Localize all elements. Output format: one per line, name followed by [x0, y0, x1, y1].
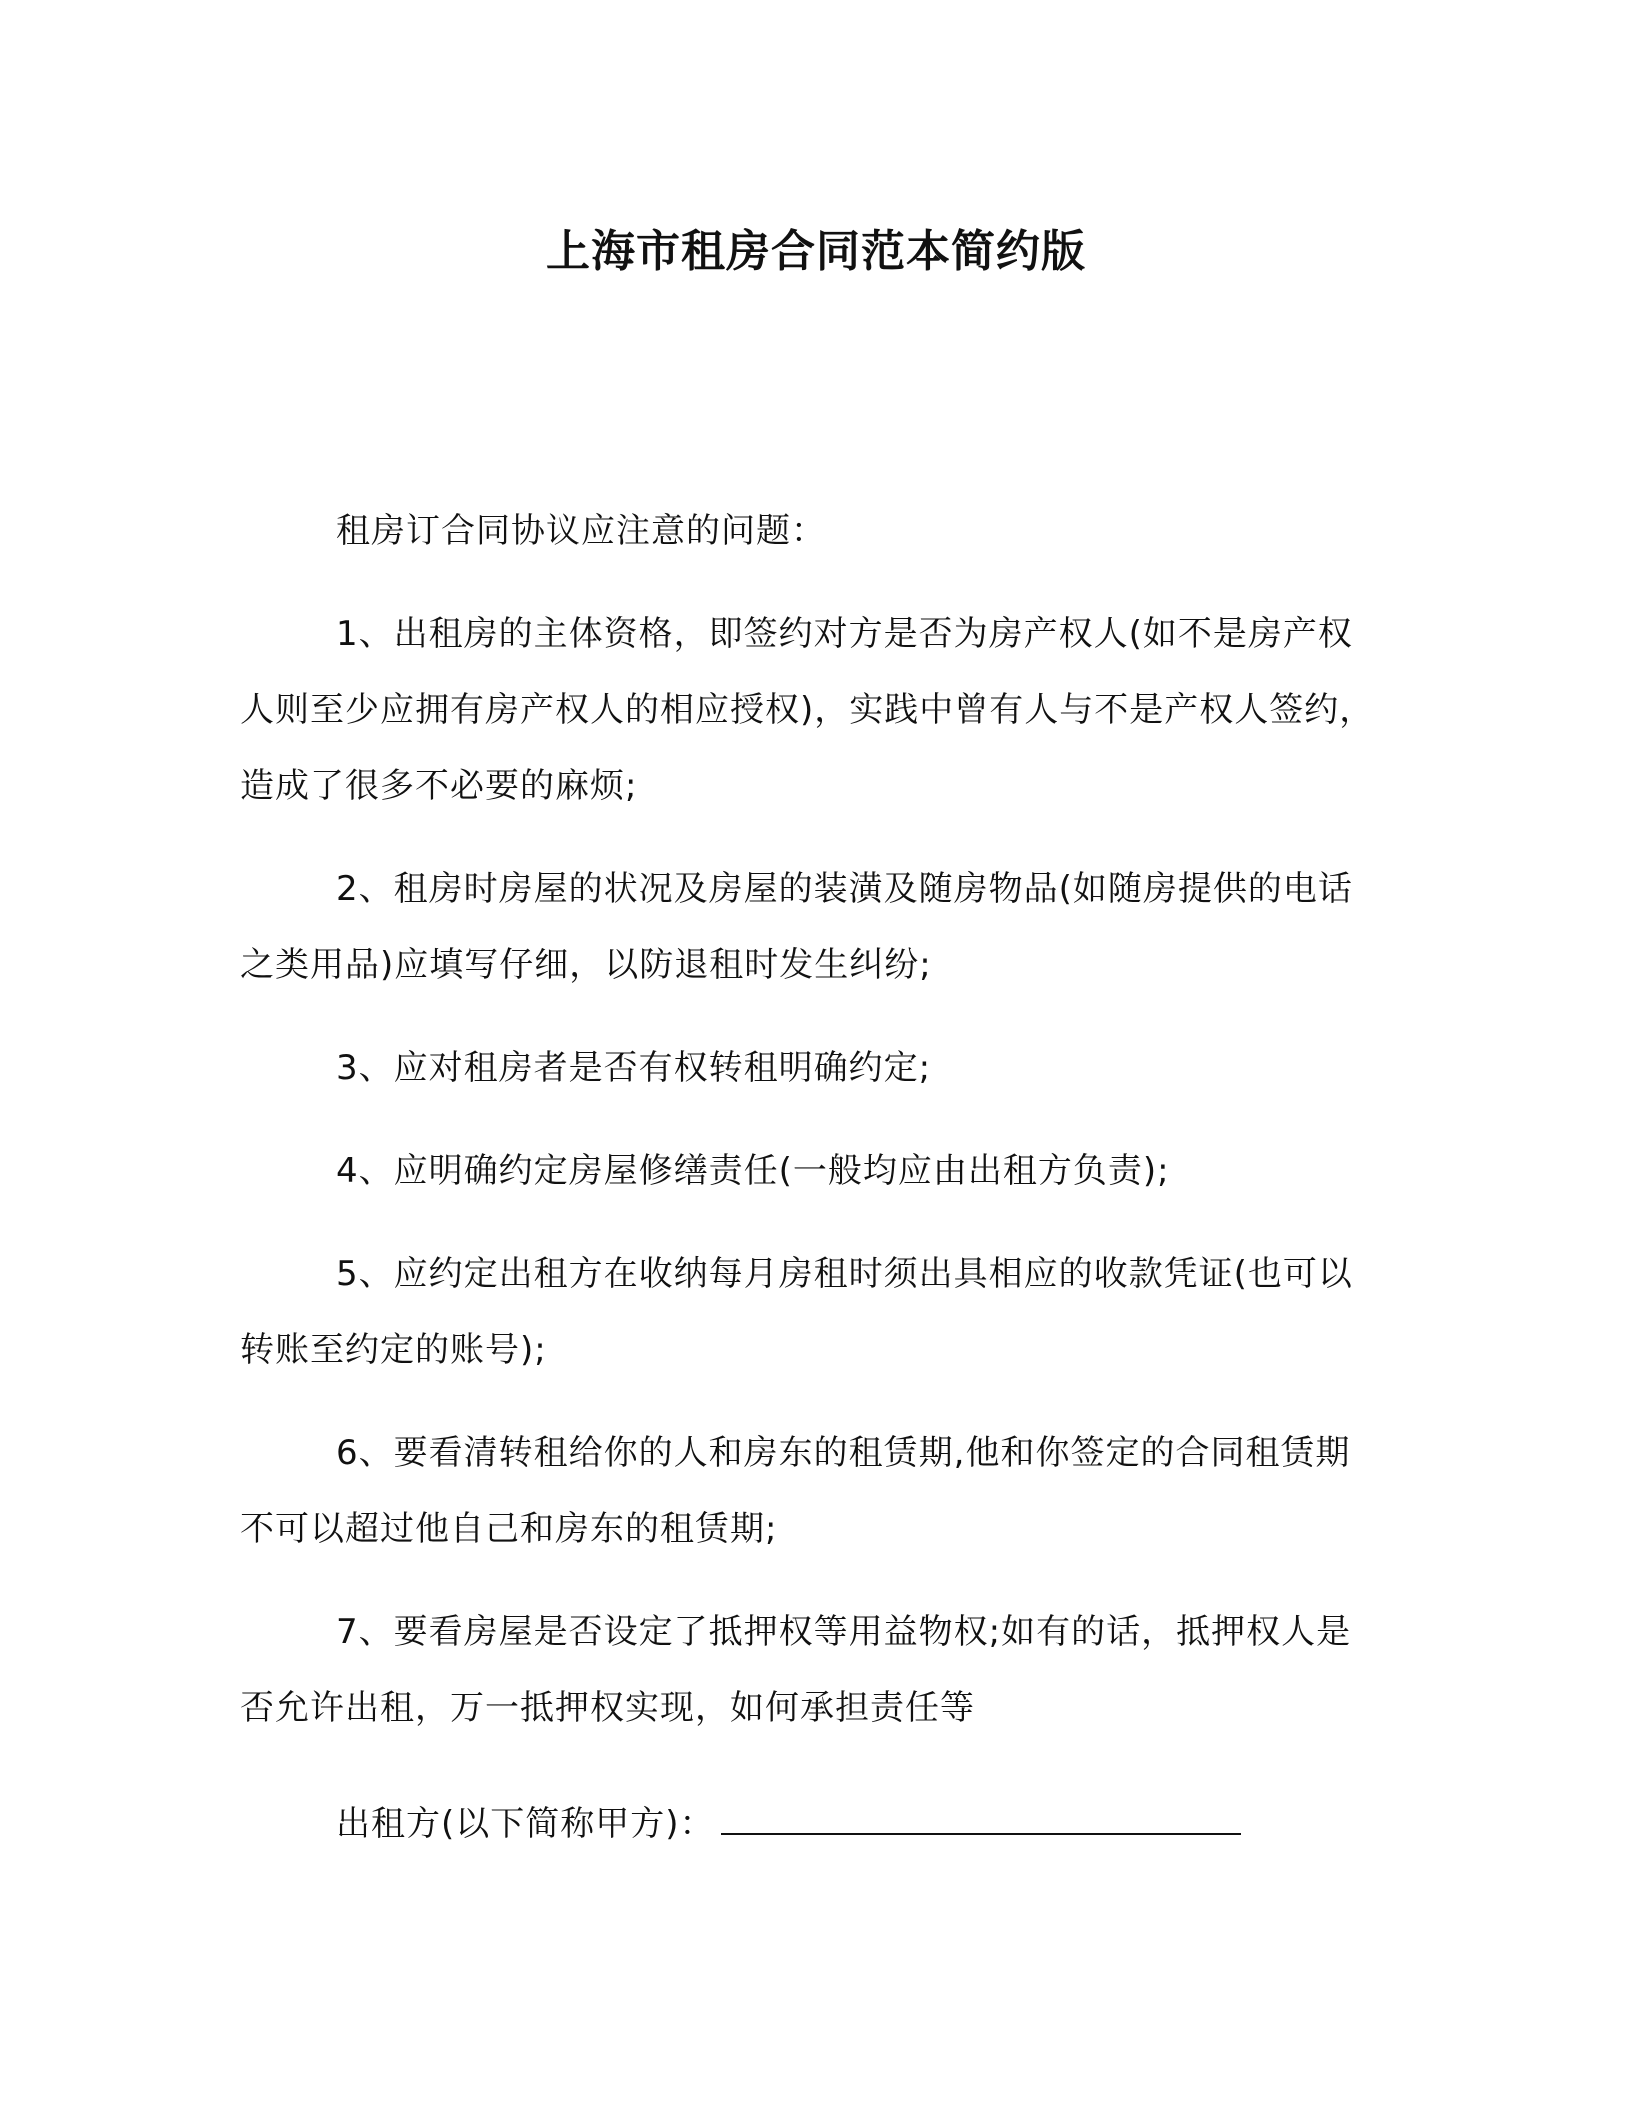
- list-item: 4、应明确约定房屋修缮责任(一般均应由出租方负责);: [336, 1151, 1170, 1191]
- lessor-blank-field[interactable]: [721, 1797, 1241, 1835]
- list-item: 2、租房时房屋的状况及房屋的装潢及随房物品(如随房提供的电话之类用品)应填写仔细，以防退租时发生纠纷;: [240, 869, 1353, 985]
- lessor-label: 出租方(以下简称甲方)：: [336, 1804, 715, 1844]
- list-item: 1、出租房的主体资格，即签约对方是否为房产权人(如不是房产权人则至少应拥有房产权人的相应授权)，实践中曾有人与不是产权人签约，造成了很多不必要的麻烦;: [240, 614, 1375, 806]
- intro-paragraph: 租房订合同协议应注意的问题：: [336, 511, 826, 551]
- list-item: 5、应约定出租方在收纳每月房租时须出具相应的收款凭证(也可以转账至约定的账号);: [240, 1254, 1353, 1370]
- document-title: 上海市租房合同范本简约版: [546, 226, 1086, 277]
- document-body: [240, 493, 1378, 1773]
- lessor-signature-line: [336, 1797, 1241, 1849]
- list-item: 3、应对租房者是否有权转租明确约定;: [336, 1048, 932, 1088]
- list-item: 6、要看清转租给你的人和房东的租赁期,他和你签定的合同租赁期不可以超过他自己和房东的租赁期;: [240, 1433, 1351, 1549]
- list-item: 7、要看房屋是否设定了抵押权等用益物权;如有的话，抵押权人是否允许出租，万一抵押权实现，如何承担责任等: [240, 1612, 1352, 1728]
